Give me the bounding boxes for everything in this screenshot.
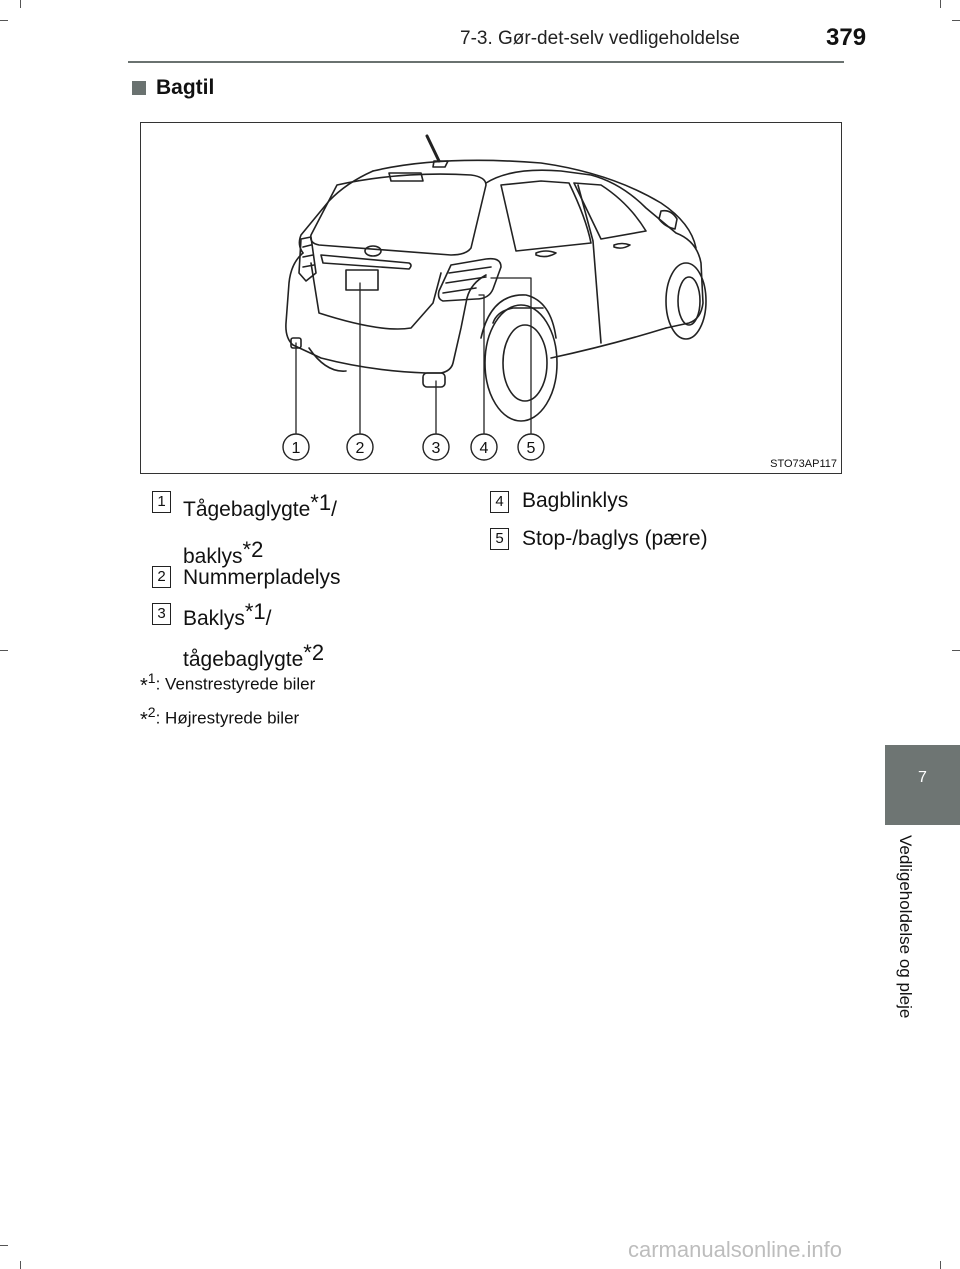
page-number: 379 (826, 24, 867, 51)
footnote-text: : Venstrestyrede biler (155, 674, 316, 694)
svg-text:5: 5 (526, 440, 536, 457)
item-badge-4: 4 (490, 491, 509, 513)
item-1-text: Tågebaglygte (183, 498, 311, 521)
footnote-ref: *1 (310, 490, 332, 515)
footnote-star: * (140, 674, 148, 697)
item-3-text-2: tågebaglygte (183, 648, 304, 671)
section-header: 7-3. Gør-det-selv vedligeholdelse (460, 28, 740, 49)
svg-text:2: 2 (355, 440, 365, 457)
item-3-text: Baklys (183, 607, 245, 630)
callout-1 (283, 434, 309, 460)
crop-mark (0, 650, 8, 651)
item-badge-5: 5 (490, 528, 509, 550)
section-title (132, 76, 214, 100)
square-bullet-icon (132, 81, 146, 95)
footnote-text: : Højrestyrede biler (155, 708, 300, 728)
item-2-text: Nummerpladelys (183, 566, 341, 589)
crop-mark (940, 0, 941, 8)
crop-mark (952, 20, 960, 21)
footnote-1 (140, 670, 315, 696)
footnote-num: 1 (147, 670, 156, 686)
chapter-label: Vedligeholdelse og pleje (896, 835, 915, 1019)
item-1-slash: / (331, 498, 337, 521)
item-1-text-2: baklys (183, 545, 243, 568)
svg-text:4: 4 (479, 440, 489, 457)
callout-4 (471, 434, 497, 460)
figure-code: STO73AP117 (770, 458, 837, 470)
callout-3 (423, 434, 449, 460)
item-3 (183, 594, 324, 676)
footnote-num: 2 (147, 704, 156, 720)
item-5-text: Stop-/baglys (pære) (522, 527, 708, 550)
item-3-slash: / (265, 607, 272, 630)
section-title-text: Bagtil (156, 76, 215, 99)
item-4 (522, 482, 628, 520)
crop-mark (0, 20, 8, 21)
crop-mark (20, 0, 21, 8)
item-5 (522, 520, 708, 558)
footnote-2 (140, 704, 299, 730)
item-badge-1: 1 (152, 491, 171, 513)
footnote-ref: *2 (303, 640, 325, 665)
svg-text:3: 3 (431, 440, 441, 457)
crop-mark (0, 1245, 8, 1246)
callout-2 (347, 434, 373, 460)
footnote-ref: *2 (242, 537, 264, 562)
item-badge-3: 3 (152, 603, 171, 625)
chapter-tab: 7 (885, 745, 960, 825)
header-divider (128, 61, 844, 63)
car-rear-illustration (141, 123, 841, 473)
footnote-star: * (140, 708, 148, 731)
footnote-ref: *1 (244, 599, 266, 624)
item-4-text: Bagblinklys (522, 489, 629, 512)
svg-text:1: 1 (291, 440, 301, 457)
crop-mark (940, 1261, 941, 1269)
item-2 (183, 559, 341, 597)
callout-5 (518, 434, 544, 460)
rear-car-figure (140, 122, 842, 474)
crop-mark (20, 1261, 21, 1269)
watermark: carmanualsonline.info (628, 1237, 843, 1262)
item-badge-2: 2 (152, 566, 171, 588)
crop-mark (952, 650, 960, 651)
